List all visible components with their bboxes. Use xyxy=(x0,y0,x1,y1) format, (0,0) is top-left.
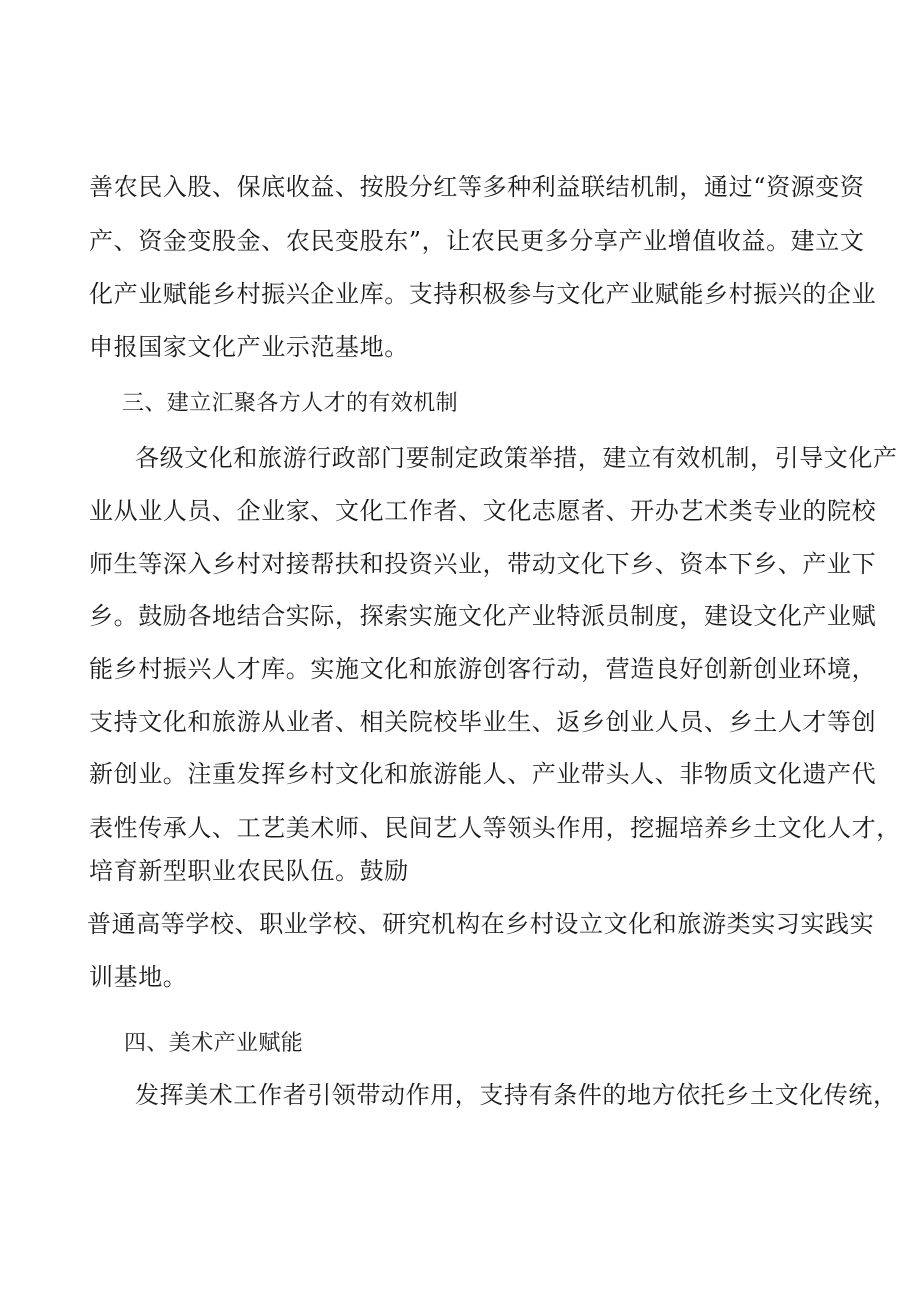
paragraph-line: 产、资金变股金、农民变股东”，让农民更多分享产业增值收益。建立文 xyxy=(89,227,865,255)
paragraph-line: 支持文化和旅游从业者、相关院校毕业生、返乡创业人员、乡土人才等创 xyxy=(89,708,877,736)
paragraph-line: 能乡村振兴人才库。实施文化和旅游创客行动，营造良好创新创业环境， xyxy=(89,655,877,683)
paragraph-line: 新创业。注重发挥乡村文化和旅游能人、产业带头人、非物质文化遗产代 xyxy=(89,760,877,788)
paragraph-line: 表性传承人、工艺美术师、民间艺人等领头作用，挖掘培养乡土文化人才， xyxy=(89,814,901,842)
section-heading-3: 三、建立汇聚各方人才的有效机制 xyxy=(122,391,459,416)
paragraph-line: 发挥美术工作者引领带动作用，支持有条件的地方依托乡土文化传统， xyxy=(135,1081,898,1109)
paragraph-line: 化产业赋能乡村振兴企业库。支持积极参与文化产业赋能乡村振兴的企业 xyxy=(89,280,877,308)
paragraph-line: 乡。鼓励各地结合实际，探索实施文化产业特派员制度，建设文化产业赋 xyxy=(89,602,877,630)
paragraph-line: 申报国家文化产业示范基地。 xyxy=(89,333,409,361)
section-heading-4: 四、美术产业赋能 xyxy=(124,1031,304,1056)
paragraph-line: 各级文化和旅游行政部门要制定政策举措，建立有效机制，引导文化产 xyxy=(135,444,898,472)
paragraph-line: 善农民入股、保底收益、按股分红等多种利益联结机制，通过“资源变资 xyxy=(89,173,865,201)
paragraph-line: 师生等深入乡村对接帮扶和投资兴业，带动文化下乡、资本下乡、产业下 xyxy=(89,550,877,578)
paragraph-line: 训基地。 xyxy=(89,963,188,991)
paragraph-line: 培育新型职业农民队伍。鼓励 xyxy=(89,857,409,885)
paragraph-line: 业从业人员、企业家、文化工作者、文化志愿者、开办艺术类专业的院校 xyxy=(89,497,877,525)
paragraph-line: 普通高等学校、职业学校、研究机构在乡村设立文化和旅游类实习实践实 xyxy=(87,910,875,938)
